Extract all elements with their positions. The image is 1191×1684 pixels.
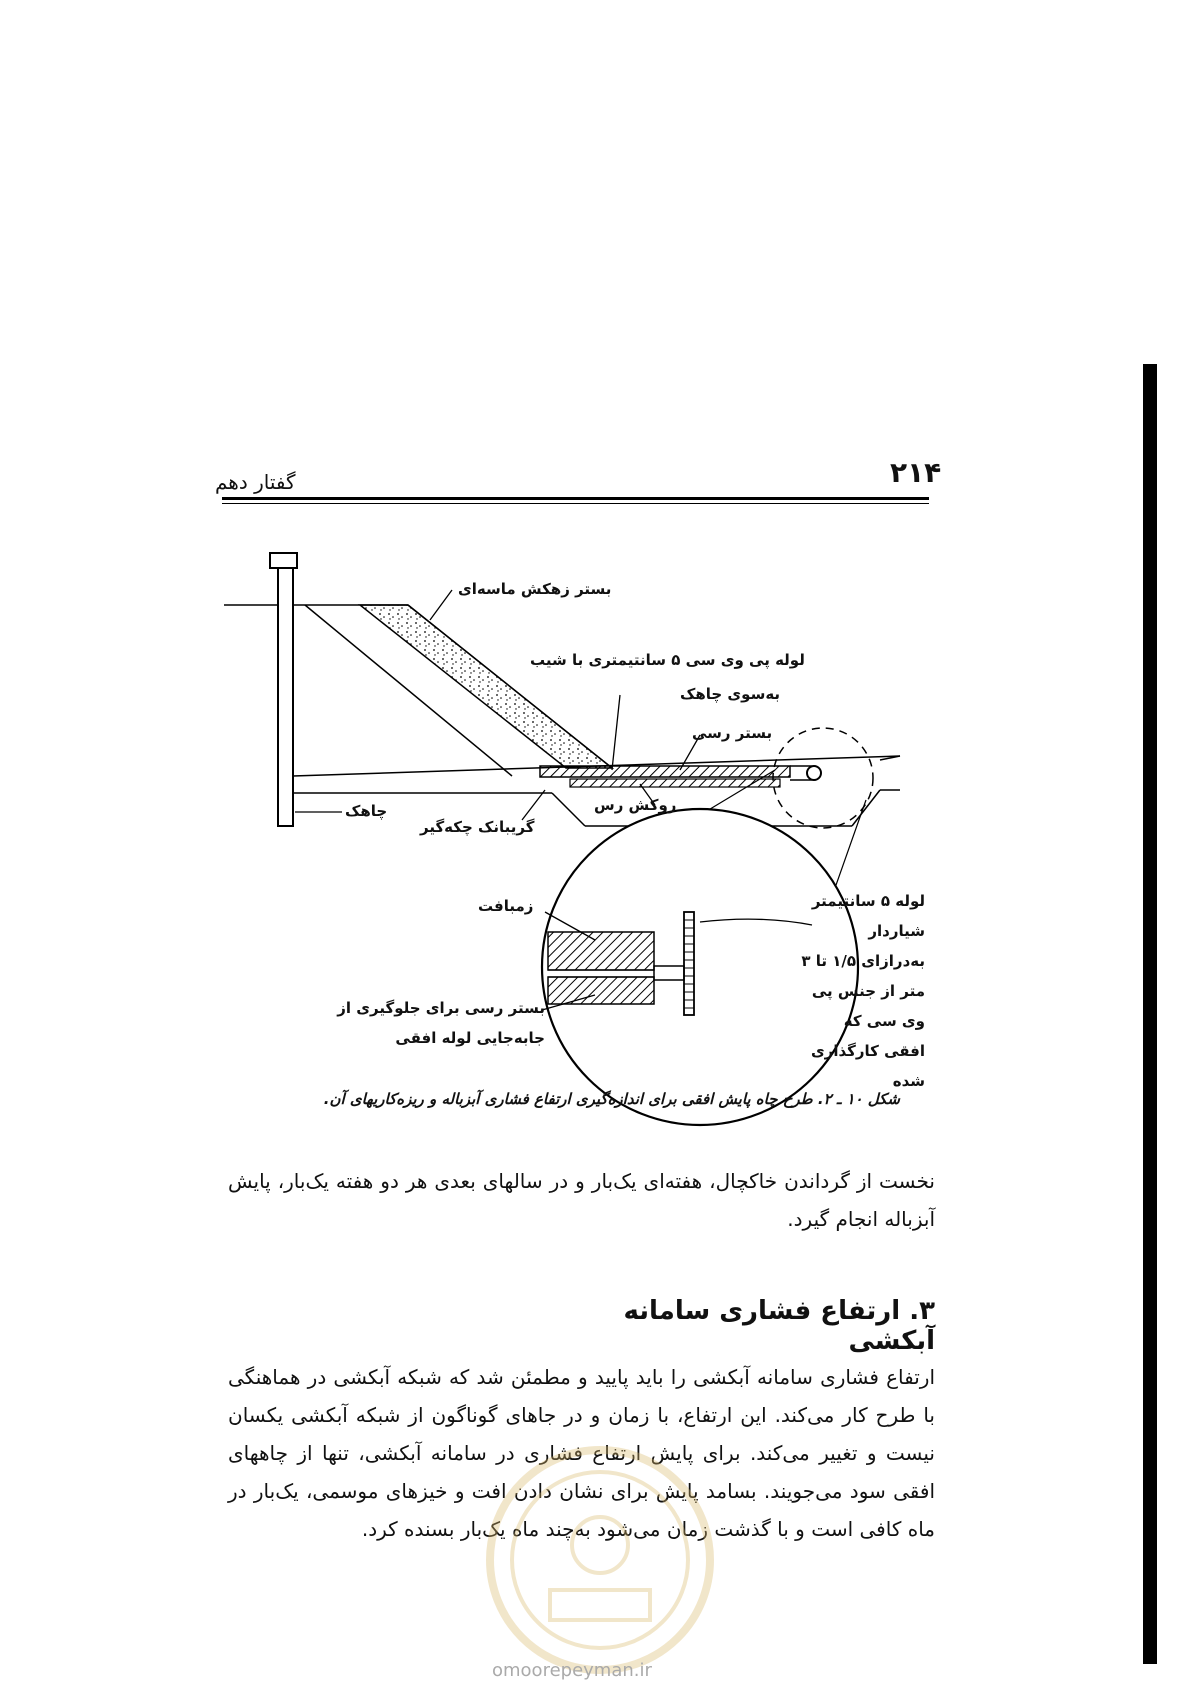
detail-hatch-lower (548, 977, 654, 1004)
paragraph-1: نخست از گرداندن خاکچال، هفته‌ای یک‌بار و در سالهای بعدی هر دو هفته یک‌بار، پایش آبزباله انجام گیرد. (228, 1169, 935, 1231)
label-drip-collar: گریبانک چکه‌گیر (420, 818, 535, 836)
label-geotextile: زمبافت (478, 897, 534, 915)
paragraph-2: ارتفاع فشاری سامانه آبکشی را باید پایید و مطمئن شد که شبکه آبکشی در هماهنگی با طرح کار می‌کند. این ارتفاع، با زمان و در جاهای گوناگون از شبکه آبکشی یکسان نیست و تغییر می‌کند. برای پایش ارتفاع فشاری در سامانه آبکشی، تنها از چاههای افقی سود می‌جویند. بسامد پایش برای نشان دادن افت و خیزهای موسمی، یک‌بار در ماه کافی است و با گذشت زمان می‌شود به‌چند ماه یک‌بار بسنده کرد. (228, 1365, 935, 1541)
section-heading: ۳. ارتفاع فشاری سامانه آبکشی (623, 1296, 935, 1356)
label-well: چاهک (345, 802, 388, 820)
pipe-end (807, 766, 821, 780)
label-sand-drain: بستر زهکش ماسه‌ای (458, 580, 612, 598)
label-clay-bed-prevent: بستر رسی برای جلوگیری از جابه‌جایی لوله افقی (337, 999, 545, 1047)
clay-bed-hatch (540, 766, 790, 777)
page-number: ۲۱۴ (890, 456, 942, 489)
label-pvc-pipe-line2: به‌سوی چاهک (680, 685, 781, 703)
label-clay-bed: بستر رسی (692, 724, 773, 742)
detail-marker-circle (773, 728, 873, 828)
watermark-site: omoorepeyman.ir (492, 1660, 652, 1681)
watermark-seal-icon (480, 1440, 720, 1680)
label-slotted-pipe: لوله ۵ سانتیمتر شیاردار به‌درازای ۱/۵ تا ۳ متر از جنس پی وی سی که افقی کارگذاری شده (801, 892, 925, 1090)
label-pvc-pipe-line1: لوله پی وی سی ۵ سانتیمتری با شیب (530, 651, 805, 669)
well-shaft (278, 568, 293, 826)
sand-drain-band (360, 605, 612, 768)
label-clay-cover: روکش رس (594, 796, 677, 814)
well-cap (270, 553, 297, 568)
detail-hatch-upper (548, 932, 654, 970)
trench-line (552, 793, 585, 826)
chapter-title: گفتار دهم (215, 470, 296, 494)
figure-caption: شکل ۱۰ ـ ۲. طرح چاه پایش افقی برای اندازه‌گیری ارتفاع فشاری آبزباله و ریزه‌کاریهای آن. (323, 1090, 900, 1108)
